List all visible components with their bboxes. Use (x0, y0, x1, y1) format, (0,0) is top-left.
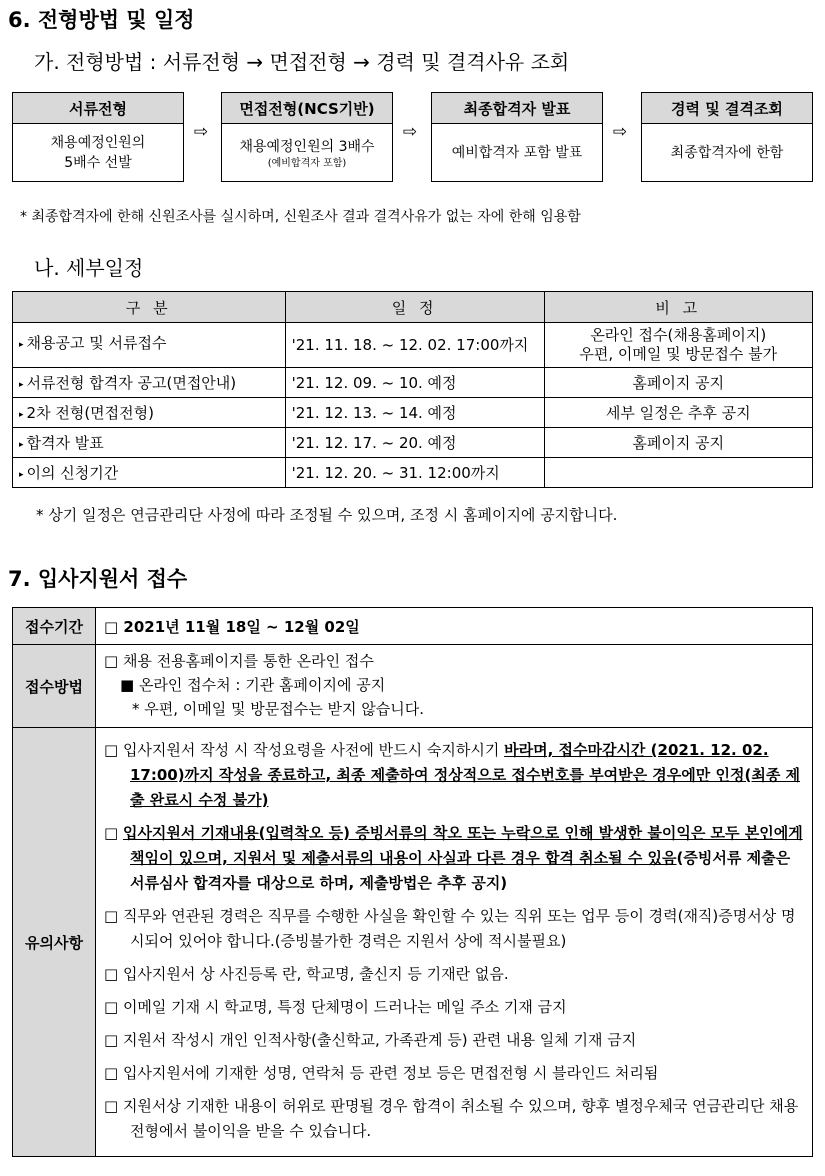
step-desc: 5배수 선발 (64, 155, 132, 171)
application-table (12, 607, 813, 1157)
triangle-bullet-icon: ▸ (19, 380, 24, 390)
period-label: 접수기간 (13, 608, 96, 645)
triangle-bullet-icon: ▸ (19, 340, 24, 350)
step-interview (221, 92, 393, 182)
step-desc: 채용예정인원의 3배수 (239, 138, 375, 155)
triangle-bullet-icon: ▸ (19, 410, 24, 420)
notice-item: □ 입사지원서 기재내용(입력착오 등) 증빙서류의 착오 또는 누락으로 인해 발생한 불이익은 모두 본인에게 책임이 있으며, 지원서 및 제출서류의 내용이 사실과 다른 경우 합격 취소될 수 있음(증빙서류 제출은 서류심사 합격자를 대상으로 하며, 제출방법은 추후 공지) (104, 824, 803, 892)
row-item: 서류전형 합격자 공고(면접안내) (26, 374, 237, 392)
row-note: 우편, 이메일 및 방문접수 불가 (579, 345, 778, 363)
method-line: * 우편, 이메일 및 방문접수는 받지 않습니다. (132, 700, 424, 718)
header-schedule: 일 정 (285, 292, 544, 323)
detailed-schedule-heading: 나. 세부일정 (34, 256, 144, 280)
step-title: 면접전형(NCS기반) (222, 93, 392, 124)
notice-item: □ 직무와 연관된 경력은 직무를 수행한 사실을 확인할 수 있는 직위 또는 업무 등이 경력(재직)증명서상 명시되어 있어야 합니다.(증빙불가한 경력은 지원서 상에 적시불필요) (104, 907, 796, 950)
schedule-table (12, 291, 813, 488)
step-desc: 최종합격자에 한함 (670, 145, 784, 161)
step-document-screening (12, 92, 184, 182)
triangle-bullet-icon: ▸ (19, 470, 24, 480)
row-date: '21. 12. 17. ~ 20. 예정 (291, 434, 457, 452)
row-item: 채용공고 및 서류접수 (26, 334, 167, 352)
method-line: □ 채용 전용홈페이지를 통한 온라인 접수 (104, 652, 374, 670)
background-check-note: * 최종합격자에 한해 신원조사를 실시하며, 신원조사 결과 결격사유가 없는 자에 한해 임용함 (20, 209, 581, 225)
flow-arrow-icon: ⇨ (612, 122, 628, 142)
step-desc-small: (예비합격자 포함) (267, 157, 347, 169)
row-date: '21. 12. 09. ~ 10. 예정 (291, 374, 457, 392)
notice-item: □ 지원서 작성시 개인 인적사항(출신학교, 가족관계 등) 관련 내용 일체 기재 금지 (104, 1031, 637, 1049)
row-item: 이의 신청기간 (26, 464, 119, 482)
notice-item: □ 지원서상 기재한 내용이 허위로 판명될 경우 합격이 취소될 수 있으며, 향후 별정우체국 연금관리단 채용전형에서 불이익을 받을 수 있습니다. (104, 1097, 799, 1140)
row-note: 세부 일정은 추후 공지 (605, 404, 751, 422)
row-date: '21. 12. 13. ~ 14. 예정 (291, 404, 457, 422)
row-note: 홈페이지 공지 (632, 434, 725, 452)
period-value: □ 2021년 11월 18일 ~ 12월 02일 (96, 608, 813, 645)
step-final-announcement (431, 92, 603, 182)
notice-label: 유의사항 (13, 728, 96, 1157)
row-date: '21. 11. 18. ~ 12. 02. 17:00까지 (291, 335, 529, 354)
row-item: 합격자 발표 (26, 434, 104, 452)
section7-title: 7. 입사지원서 접수 (8, 567, 188, 591)
method-line: ■ 온라인 접수처 : 기관 홈페이지에 공지 (120, 676, 386, 694)
table-row (13, 458, 813, 488)
header-category: 구 분 (13, 292, 286, 323)
row-note: 홈페이지 공지 (632, 374, 725, 392)
section6-title: 6. 전형방법 및 일정 (8, 8, 195, 32)
header-remarks: 비 고 (544, 292, 812, 323)
step-title: 경력 및 결격조회 (642, 93, 812, 124)
table-row (13, 398, 813, 428)
triangle-bullet-icon: ▸ (19, 440, 24, 450)
step-title: 서류전형 (13, 93, 183, 124)
row-date: '21. 12. 20. ~ 31. 12:00까지 (291, 464, 500, 482)
flow-arrow-icon: ⇨ (193, 122, 209, 142)
flow-arrow-icon: ⇨ (402, 122, 418, 142)
notice-item: □ 입사지원서 작성 시 작성요령을 사전에 반드시 숙지하시기 바라며, 접수마감시간 (2021. 12. 02. 17:00)까지 작성을 종료하고, 최종 제출하여 정상적으로 접수번호를 부여받은 경우에만 인정(최종 제출 완료시 수정 불가) (104, 741, 801, 809)
step-desc: 채용예정인원의 (50, 135, 146, 151)
notice-item: □ 입사지원서 상 사진등록 란, 학교명, 출신지 등 기재란 없음. (104, 965, 509, 983)
table-row (13, 368, 813, 398)
step-desc: 예비합격자 포함 발표 (451, 145, 583, 161)
notice-item: □ 입사지원서에 기재한 성명, 연락처 등 관련 정보 등은 면접전형 시 블라인드 처리됨 (104, 1064, 659, 1082)
row-item: 2차 전형(면접전형) (26, 404, 154, 422)
schedule-note: * 상기 일정은 연금관리단 사정에 따라 조정될 수 있으며, 조정 시 홈페이지에 공지합니다. (36, 506, 618, 524)
notice-item: □ 이메일 기재 시 학교명, 특정 단체명이 드러나는 메일 주소 기재 금지 (104, 998, 567, 1016)
row-note: 온라인 접수(채용홈페이지) (590, 326, 767, 344)
method-label: 접수방법 (13, 645, 96, 728)
table-row (13, 428, 813, 458)
step-title: 최종합격자 발표 (432, 93, 602, 124)
step-background-check (641, 92, 813, 182)
table-row (13, 323, 813, 368)
screening-method-heading: 가. 전형방법 : 서류전형 → 면접전형 → 경력 및 결격사유 조회 (34, 50, 570, 74)
